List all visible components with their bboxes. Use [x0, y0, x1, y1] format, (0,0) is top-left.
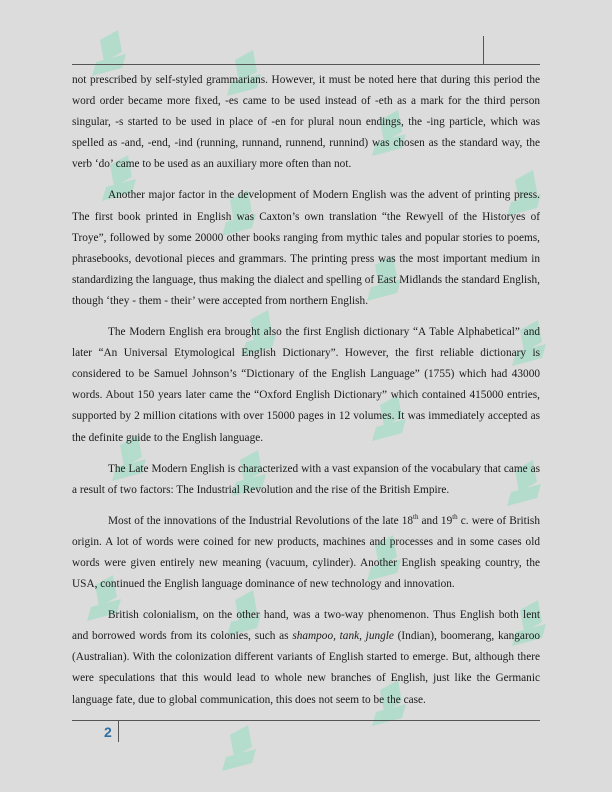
header-divider-tick [483, 36, 484, 64]
paragraph [72, 605, 540, 710]
superscript: th [452, 513, 458, 522]
header-rule [72, 64, 540, 65]
paragraph-text: (Indian), boomerang, kangaroo (Australian). With the colonization different variants of English started to emerge. But, although there were speculations that this would lead to whole new branches of English, just like the Germanic language fate, due to global communication, this does not seem to be the case. [72, 630, 541, 706]
watermark-mark [222, 725, 256, 771]
italic-examples: shampoo, tank, jungle [292, 630, 394, 643]
paragraph [72, 511, 540, 595]
paragraph-text: Most of the innovations of the Industrial Revolutions of the late 18 [108, 514, 413, 527]
paragraph: The Modern English era brought also the first English dictionary “A Table Alphabetical” and later “An Universal Etymological English Dictionary”. However, the first reliable dictionary is considered to be Samuel Johnson’s “Dictionary of the English Language” (1755) which had 43000 words. About 150 years later came the “Oxford English Dictionary” which contained 415000 entries, supported by 2 million citations with over 15000 pages in 12 volumes. It was immediately accepted as the definite guide to the English language. [72, 326, 540, 444]
paragraph: not prescribed by self-styled grammarians. However, it must be noted here that during this period the word order became more fixed, -es came to be used instead of -eth as a mark for the third person singular, -s started to be used in place of -en for plural noun endings, the -ing particle, which was spelled as -and, -end, -ind (running, runnand, runnend, runnind) was chosen as the standard way, the verb ‘do’ came to be used as an auxiliary more often than not. [72, 74, 540, 171]
paragraph-text: British colonialism, on the other hand, was a two-way phenomenon. Thus English both lent and borrowed words from its colonies, such as [72, 609, 540, 643]
footer-rule [72, 720, 540, 721]
body-text [72, 70, 540, 721]
paragraph-text: and 19 [418, 514, 453, 527]
paragraph: Another major factor in the development of Modern English was the advent of printing press. The first book printed in English was Caxton’s own translation “the Rewyell of the Historyes of Troye”, followed by some 20000 other books ranging from mythic tales and popular stories to poems, phrasebooks, devotional pieces and grammars. The printing press was the most important medium in standardizing the language, thus making the dialect and spelling of East Midlands the standard English, though ‘they - them - their’ were accepted from northern English. [72, 189, 540, 307]
paragraph-text: c. were of British origin. A lot of words were coined for new products, machines and processes and in some cases old words were given entirely new meaning (vacuum, cylinder). Another English speaking country, the USA, continued the English language dominance of new technology and innovation. [72, 514, 540, 591]
paragraph: The Late Modern English is characterized with a vast expansion of the vocabulary that came as a result of two factors: The Industrial Revolution and the rise of the British Empire. [72, 462, 540, 496]
superscript: th [413, 513, 419, 522]
page-number: 2 [104, 724, 112, 740]
footer-divider-tick [118, 720, 119, 742]
